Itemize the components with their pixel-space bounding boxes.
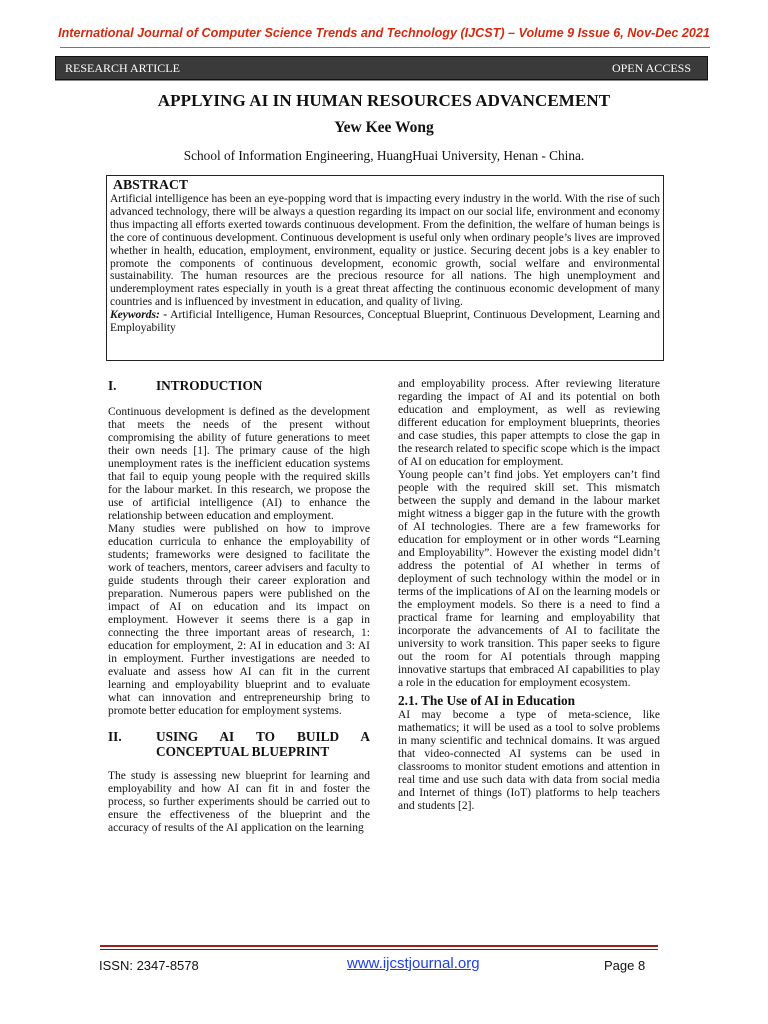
abstract-text: Artificial intelligence has been an eye-popping word that is impacting every industry in the world. With the rise of such advanced technology, there will be always a question regarding its impact on our social life, environment and economy thus impacting all efforts exerted towards continuous development. From the definition, the welfare of human beings is the core of continuous development. Continuous development is useful only when ordinary people’s lives are improved whether in health, education, employment, environment, equality or justice. Securing decent jobs is a key enabler to promote the components of continuous development, economic growth, social welfare and environmental sustainability. The human resources are the precious resource for all nations. The high unemployment and underemployment rates especially in youth is a great threat affecting the continuous economic development of many countries and is influenced by investment in education, and quality of living. xyxy=(110,193,660,309)
intro-paragraph-2: Many studies were published on how to improve education curricula to enhance the employability of students; frameworks were designed to facilitate the work of teachers, mentors, career advisers and faculty to guide students through their career exploration and preparation. Numerous papers were published on the impact of AI on education and its impact on employment. However it seems there is a gap in connecting the three important areas of research, 1: education for employment, 2: AI in education and 3: AI in employment. Further investigations are needed to evaluate and assess how AI can fit in the current learning and employability blueprint and to evaluate what can innovation and entrepreneurship bring to promote better education for employment systems. xyxy=(108,523,370,717)
footer-issn: ISSN: 2347-8578 xyxy=(99,958,199,973)
footer-rule xyxy=(100,945,658,947)
section-2-paragraph-2: Young people can’t find jobs. Yet employers can’t find people with the required skill set. This mismatch between the supply and demand in the labour market might witness a bigger gap in the future with the growth of AI technologies. There are a few frameworks for education for employment or in other words “Learning and Employability”. However the existing model didn’t address the potential of AI whether in terms of deployment of such technology within the model or in terms of the implications of AI on the learning models or the employment models. So there is a need to find a practical frame for learning and employability that incorporate the advancements of AI to facilitate the university to work transition. This paper seeks to figure out the room for AI potentials through mapping innovative startups that embraced AI capabilities to play a role in the education for employment ecosystem. xyxy=(398,469,660,689)
right-column xyxy=(398,378,660,813)
keywords-text: Artificial Intelligence, Human Resources, Conceptual Blueprint, Continuous Development, Learning and Employability xyxy=(110,309,660,335)
paper-title: APPLYING AI IN HUMAN RESOURCES ADVANCEMENT xyxy=(157,91,611,110)
subsection-heading-ai-in-education: 2.1. The Use of AI in Education xyxy=(398,693,576,708)
section-title: INTRODUCTION xyxy=(156,378,263,393)
author-affiliation: School of Information Engineering, HuangHuai University, Henan - China. xyxy=(183,148,585,163)
page-number: Page 8 xyxy=(604,958,646,973)
article-type-label: RESEARCH ARTICLE xyxy=(65,61,180,75)
footer-rule-secondary xyxy=(100,949,658,950)
open-access-label: OPEN ACCESS xyxy=(611,61,691,75)
section-heading-introduction xyxy=(108,378,370,394)
journal-header: International Journal of Computer Science Trends and Technology (IJCST) – Volume 9 Issue 6, Nov-Dec 2021 xyxy=(58,26,710,40)
intro-paragraph-1: Continuous development is defined as the development that meets the needs of the present without compromising the ability of future generations to meet their own needs [1]. The primary cause of the high unemployment rates is the inefficient education systems that fail to equip young people with the required skills for the labour market. In this research, we propose the use of artificial intelligence (AI) to enhance the relationship between education and employment. xyxy=(108,406,370,522)
section-number: I. xyxy=(108,378,117,393)
journal-website-link[interactable]: www.ijcstjournal.org xyxy=(347,955,480,972)
subsection-paragraph-1: AI may become a type of meta-science, like mathematics; it will be used as a tool to solve problems in many scientific and technical domains. It was argued that video-connected AI systems can be used in classrooms to monitor student emotions and attention in real time and use such data with data from social media and Internet of things (IoT) platforms to help teachers and students [2]. xyxy=(398,709,660,812)
article-type-bar xyxy=(55,56,708,80)
section-2-paragraph-1-start: The study is assessing new blueprint for learning and employability and how AI can fit in and foster the process, so further experiments should be carried out to ensure the effectiveness of the blueprint and the accuracy of results of the AI application on the learning xyxy=(108,770,370,834)
left-column xyxy=(108,378,370,835)
section-title-line-2: CONCEPTUAL BLUEPRINT xyxy=(156,744,330,759)
section-heading-conceptual-blueprint xyxy=(108,729,370,759)
section-title-line-1: USING AI TO BUILD A xyxy=(156,729,370,744)
author-name: Yew Kee Wong xyxy=(334,119,434,136)
keywords-line xyxy=(110,309,660,335)
section-2-paragraph-1-continued: and employability process. After reviewing literature regarding the impact of AI and its potential on both education and employment, as well as reviewing different education for employment blueprints, theories and case studies, this paper attempts to close the gap in the research related to specific scope which is the impact of AI on education for employment. xyxy=(398,378,660,468)
section-number: II. xyxy=(108,729,122,744)
abstract-box xyxy=(106,175,664,361)
header-rule xyxy=(60,47,710,48)
keywords-label: Keywords: - xyxy=(110,309,168,322)
abstract-heading: ABSTRACT xyxy=(113,177,189,192)
